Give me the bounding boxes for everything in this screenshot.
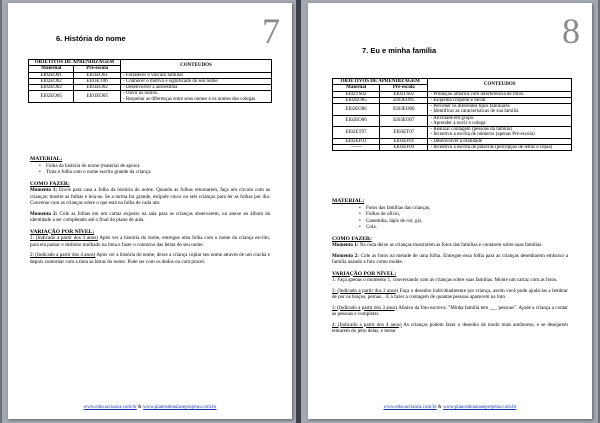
table-row <box>333 127 572 139</box>
table-cell-line: - Incentivo a escrita de números (apenas Pré-escola) <box>430 132 535 138</box>
table-header-contents: CONTEUDOS <box>428 79 572 92</box>
page-body <box>332 198 568 339</box>
table-cell: EI02EO01 <box>29 72 74 78</box>
footer-ampersand: & <box>436 405 444 410</box>
footer-ampersand: & <box>136 405 144 410</box>
table-cell: - Desenvolver a oralidade <box>428 138 572 144</box>
table-cell: - Conhecer o motivo e significado do seu nome <box>120 78 271 84</box>
table-cell: - Desenvolver a autoestima <box>120 85 271 91</box>
table-cell: ------ <box>333 144 380 150</box>
table-cell: EI03EO01 <box>74 72 120 78</box>
table-col-preescola: Pré-escola <box>380 85 428 91</box>
footer-link-planos[interactable]: www.planosdeaulaseprojetos.com.br <box>443 405 517 410</box>
momento-label: Momento 1: <box>332 242 359 248</box>
page-number: 8 <box>562 11 580 51</box>
variacao-label: 1: (Indicado a partir dos 3 anos) <box>30 235 98 241</box>
table-header-objectives: OBJETIVOS DE APRENDIZAGEM <box>29 60 121 66</box>
variacao-label: 3: (Indicado a partir dos 3 anos) <box>332 304 398 311</box>
footer-link-planos[interactable]: www.planosdeaulaseprojetos.com.br <box>143 405 217 410</box>
como-fazer-heading: COMO FAZER: <box>332 235 372 242</box>
paragraph-variacao-3 <box>332 305 568 318</box>
table-col-maternal: Maternal <box>29 66 74 72</box>
objectives-table <box>332 78 572 151</box>
variacao-heading: VARIAÇÃO POR NÍVEL: <box>332 270 397 277</box>
momento-text: Cole as fotos na metade de uma folha. Entregue essa folha para as crianças desenharem embaixo a família usando a foto como molde. <box>332 252 568 265</box>
table-cell <box>428 115 572 127</box>
table-cell: - Produção artística com interferência de fotos. <box>428 91 572 97</box>
section-title: 6. História do nome <box>56 34 126 43</box>
table-header-row <box>333 79 572 85</box>
table-cell: EI03EO02 <box>74 85 120 91</box>
document-page-8[interactable] <box>308 3 592 419</box>
table-header-row <box>29 60 272 66</box>
table-cell: EI03TS02 <box>380 91 428 97</box>
table-cell: - Esquema corporal e facial <box>428 97 572 103</box>
table-header-objectives: OBJETIVOS DE APRENDIZAGEM <box>333 79 428 85</box>
table-row <box>29 91 272 103</box>
section-title: 7. Eu e minha família <box>362 46 437 55</box>
momento-label: Momento 1: <box>30 187 58 193</box>
page-footer <box>308 405 592 410</box>
viewer-left-edge <box>0 0 2 423</box>
variacao-text: Abaixo da foto escreva: "Minha família tem ___ pessoas". Ajude a criança a contar as pessoas e completar. <box>332 304 568 317</box>
paragraph-variacao-1 <box>332 277 568 284</box>
paragraph-variacao-2 <box>30 252 270 265</box>
momento-text: Envie para casa a folha da história do nome. Quando as folhas retornarem, faça um círculo com as crianças: mostre as folhas e leia-as. Se a turma for grande, estipule cinco ou seis crianças para ler as folhas por dia. Converse com as crianças sobre o que está na folha de cada um. <box>30 187 270 206</box>
variacao-text: Faça o desenho individualmente por criança, assim você pode ajudá-las a lembrar de por os braços, pernas... E a fazer a contagem de quantas pessoas aparecem na foto. <box>332 287 568 300</box>
como-fazer-heading: COMO FAZER: <box>30 180 70 187</box>
table-cell: EI02EO02 <box>29 78 74 84</box>
table-cell <box>428 104 572 116</box>
table-cell-line: - Atividade em grupo. <box>430 115 475 121</box>
variacao-text: Após ver a história do nome, deixe a criança copiar seu nome através de um crachá e depois contornar com a tinta as letras do nome. Pode ser com os dedos ou com pincel. <box>30 252 270 265</box>
page-body <box>30 156 270 269</box>
paragraph-variacao-1 <box>30 235 270 248</box>
variacao-label: 2: (Indicado a partir dos 2 anos) <box>332 287 399 294</box>
table-cell-line: - Ouvir os outros. <box>122 91 159 97</box>
table-col-preescola: Pré-escola <box>74 66 120 72</box>
table-cell: EI02EO06 <box>333 115 380 127</box>
material-list <box>42 163 270 176</box>
variacao-label: 4: (Indicado a partir dos 4 anos) <box>332 321 402 328</box>
paragraph-momento-2 <box>332 253 568 266</box>
material-heading: MATERIAL: <box>30 156 63 162</box>
table-cell: EI02EF01 <box>333 138 380 144</box>
footer-link-educacrianca[interactable]: www.educacrianca.com.br <box>383 405 437 410</box>
table-cell-line: - Realizar contagem (pessoas da família) <box>430 127 512 132</box>
table-cell: EI03ET06 <box>74 78 120 84</box>
page-footer <box>8 405 292 410</box>
variacao-label: 1: <box>332 277 336 283</box>
variacao-text: Após ver a história do nome, entregue uma folha com o nome da criança escrito, para ela passar o dedinho molhado na tinta e fazer o contorno das letras do seu nome. <box>30 235 270 248</box>
table-cell-line: - Perceber os diferentes tipos familiares <box>430 104 510 109</box>
material-list <box>362 205 568 231</box>
list-item: • Folha da história do nome (material de apoio). <box>42 163 270 170</box>
table-cell: EI02EO05 <box>333 97 380 103</box>
variacao-label: 2: (Indicado a partir dos 4 anos) <box>30 252 96 258</box>
footer-link-educacrianca[interactable]: www.educacrianca.com.br <box>83 405 137 410</box>
list-item: • Tinta e folha com o nome escrito grande da criança. <box>42 169 270 176</box>
page-divider[interactable] <box>296 0 301 423</box>
objectives-table <box>28 59 272 103</box>
table-cell: EI02EO05 <box>29 91 74 103</box>
table-col-maternal: Maternal <box>333 85 380 91</box>
variacao-text: Faça apenas o momento 1, conversando com as crianças sobre suas famílias. Monte um cartaz com as fotos. <box>335 277 558 283</box>
momento-label: Momento 2: <box>332 252 359 259</box>
table-cell: EI02TS02 <box>333 91 380 97</box>
table-cell-line: - Identificar as características de sua família <box>430 109 519 115</box>
table-cell-line: - Respeitar as diferenças entre seus nomes e os nomes dos colegas. <box>122 96 257 102</box>
table-cell: - Fortalecer o vínculo familiar <box>120 72 271 78</box>
list-item: • Canetinha, lápis de cor, giz, <box>362 218 568 225</box>
paragraph-variacao-2 <box>332 288 568 301</box>
table-cell: EI03EF09 <box>380 144 428 150</box>
document-page-7[interactable] <box>8 3 292 419</box>
table-cell: EI03EO07 <box>380 115 428 127</box>
list-item: • Fotos das famílias das crianças, <box>362 205 568 212</box>
table-cell: - Incentivo a escrita de palavras (percepção de letras e cópia) <box>428 144 572 150</box>
table-cell: EI02EO02 <box>29 85 74 91</box>
momento-text: Cole as folhas em um cartaz exposto na sala para as crianças observarem, ou anexe ao álbum da identidade a ser completado até o final do plano de aula. <box>30 210 270 223</box>
paragraph-momento-1 <box>332 242 568 249</box>
table-cell <box>428 127 572 139</box>
table-header-contents: CONTEUDOS <box>120 60 271 73</box>
paragraph-variacao-4 <box>332 322 568 335</box>
table-cell: EI03EF01 <box>380 138 428 144</box>
table-row <box>333 115 572 127</box>
list-item: • Cola. <box>362 224 568 231</box>
material-heading: MATERIAL: <box>332 198 365 204</box>
paragraph-momento-1 <box>30 187 270 207</box>
paragraph-momento-2 <box>30 211 270 224</box>
momento-text: Na roda deixe as crianças mostrarem as fotos das famílias e contarem sobre suas famílias. <box>358 242 543 248</box>
variacao-heading: VARIAÇÃO POR NÍVEL: <box>30 228 95 235</box>
momento-label: Momento 2: <box>30 210 58 217</box>
table-row <box>333 144 572 150</box>
table-cell: EI03EO05 <box>74 91 120 103</box>
table-cell-line: - Aprender a ouvir o colega. <box>430 120 487 126</box>
table-cell <box>120 91 271 103</box>
table-row <box>333 104 572 116</box>
table-cell: EI02ET07 <box>333 127 380 139</box>
page-number: 7 <box>262 11 280 51</box>
table-cell: EI02EO06 <box>333 104 380 116</box>
table-cell: EI03EO06 <box>380 104 428 116</box>
table-cell: EI03EO05 <box>380 97 428 103</box>
list-item: • Folhas de ofício, <box>362 211 568 218</box>
table-cell: EI03ET07 <box>380 127 428 139</box>
variacao-text: As crianças podem fazer o desenho de modo mais autônomo, e se desejarem tentarem do jeito delas, e tentar <box>332 321 568 334</box>
